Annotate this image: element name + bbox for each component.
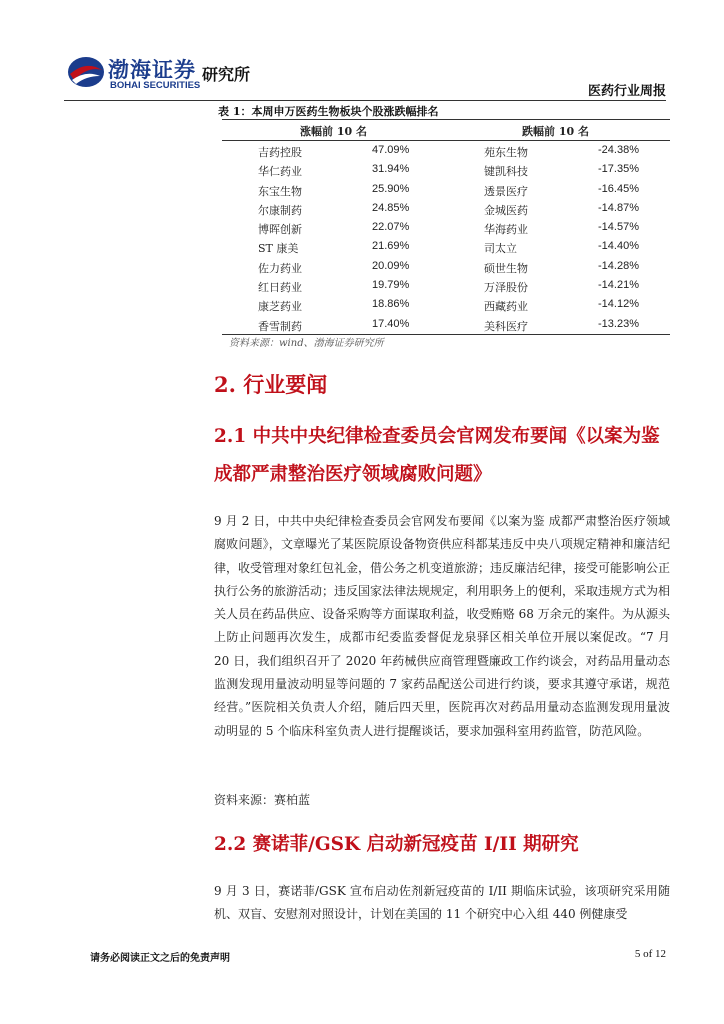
gainer-change: 21.69% bbox=[372, 240, 410, 253]
subsection-2-2-title: 2.2 赛诺菲/GSK 启动新冠疫苗 I/II 期研究 bbox=[214, 834, 579, 855]
loser-name: 美科医疗 bbox=[484, 319, 528, 333]
subsection-2-1-body: 9 月 2 日，中共中央纪律检查委员会官网发布要闻《以案为鉴 成都严肃整治医疗领域腐败问题》，文章曝光了某医院原设备物资供应科都某违反中央八项规定精神和廉洁纪律，收受管理对象红包礼金，借公务之机变道旅游；违反廉洁纪律，接受可能影响公正执行公务的旅游活动；违反国家法律法规规定，利用职务上的便利，采取违规方式为相关人员在药品供应、设备采购等方面谋取利益，收受贿赂 68 万余元的案件。为从源头上防止问题再次发生，成都市纪委监委督促龙泉驿区相关单位开展以案促改。“7 月 20 日，我们组织召开了 2020 年药械供应商管理暨廉政工作约谈会，对药品用量动态监测发现用量波动明显等问题的 7 家药品配送公司进行约谈，要求其遵守承诺，规范经营。”医院相关负责人介绍，随后四天里，医院再次对药品用量动态监测发现用量波动明显的 5 个临床科室负责人进行提醒谈话，要求加强科室用药监管，防范风险。 bbox=[214, 514, 671, 738]
gainer-name: 佐力药业 bbox=[258, 261, 302, 275]
table-caption: 表 1：本周申万医药生物板块个股涨跌幅排名 bbox=[218, 105, 439, 118]
col-gainers-header: 涨幅前 10 名 bbox=[300, 125, 367, 138]
loser-name: 万泽股份 bbox=[484, 281, 528, 295]
footer-disclaimer: 请务必阅读正文之后的免责声明 bbox=[90, 953, 230, 964]
loser-name: 华海药业 bbox=[484, 223, 528, 237]
gainer-change: 18.86% bbox=[372, 298, 410, 311]
gainer-change: 22.07% bbox=[372, 221, 410, 234]
gainer-name: 尔康制药 bbox=[258, 203, 302, 217]
loser-change: -14.12% bbox=[598, 298, 639, 311]
table-body bbox=[222, 141, 670, 334]
table-row bbox=[222, 160, 670, 179]
loser-change: -13.23% bbox=[598, 317, 639, 330]
table-row bbox=[222, 141, 670, 160]
table-row bbox=[222, 276, 670, 295]
loser-change: -14.21% bbox=[598, 279, 639, 292]
loser-change: -17.35% bbox=[598, 163, 639, 176]
loser-change: -14.57% bbox=[598, 221, 639, 234]
ranking-table bbox=[222, 119, 670, 335]
loser-name: 苑东生物 bbox=[484, 146, 528, 159]
gainer-change: 19.79% bbox=[372, 279, 410, 292]
table-row bbox=[222, 218, 670, 237]
table-header bbox=[222, 119, 670, 141]
loser-change: -14.28% bbox=[598, 259, 639, 272]
section-title: 2. 行业要闻 bbox=[214, 372, 328, 397]
table-row bbox=[222, 257, 670, 276]
loser-name: 司太立 bbox=[484, 242, 517, 256]
table-row bbox=[222, 180, 670, 199]
bohai-logo-icon bbox=[66, 52, 106, 92]
loser-name: 西藏药业 bbox=[484, 300, 528, 314]
subsection-2-2-body: 9 月 3 日，赛诺菲/GSK 宣布启动佐剂新冠疫苗的 I/II 期临床试验，该项研究采用随机、双盲、安慰剂对照设计，计划在美国的 11 个研究中心入组 440 例健康受 bbox=[214, 884, 670, 922]
logo-chinese-name: 渤海证券 bbox=[108, 57, 196, 82]
table-row bbox=[222, 199, 670, 218]
table-row bbox=[222, 315, 670, 334]
gainer-change: 25.90% bbox=[372, 182, 410, 195]
loser-name: 键凯科技 bbox=[484, 165, 528, 179]
col-losers-header: 跌幅前 10 名 bbox=[522, 125, 589, 138]
subsection-2-1-source: 资料来源：赛柏蓝 bbox=[214, 793, 311, 807]
gainer-change: 24.85% bbox=[372, 201, 410, 214]
gainer-name: 红日药业 bbox=[258, 281, 302, 295]
gainer-change: 47.09% bbox=[372, 144, 410, 156]
loser-change: -24.38% bbox=[598, 144, 639, 156]
logo-english-name: BOHAI SECURITIES bbox=[110, 80, 201, 91]
gainer-name: ST 康美 bbox=[258, 242, 299, 256]
gainer-change: 17.40% bbox=[372, 317, 410, 330]
subsection-2-1-title: 2.1 中共中央纪律检查委员会官网发布要闻《以案为鉴 成都严肃整治医疗领域腐败问题》 bbox=[214, 426, 660, 485]
page-number: 5 of 12 bbox=[634, 948, 666, 960]
loser-name: 硕世生物 bbox=[484, 261, 528, 275]
gainer-name: 香雪制药 bbox=[258, 319, 302, 333]
gainer-name: 博晖创新 bbox=[258, 223, 302, 237]
report-type: 医药行业周报 bbox=[587, 84, 666, 99]
gainer-change: 20.09% bbox=[372, 259, 410, 272]
loser-change: -16.45% bbox=[598, 182, 639, 195]
gainer-name: 东宝生物 bbox=[258, 184, 302, 198]
header-divider bbox=[64, 100, 666, 101]
table-source: 资料来源：wind、渤海证券研究所 bbox=[229, 338, 384, 349]
institute-name: 研究所 bbox=[202, 65, 251, 84]
loser-change: -14.87% bbox=[598, 201, 639, 214]
table-row bbox=[222, 237, 670, 256]
gainer-change: 31.94% bbox=[372, 163, 410, 176]
loser-name: 金城医药 bbox=[484, 203, 528, 217]
table-row bbox=[222, 295, 670, 314]
loser-change: -14.40% bbox=[598, 240, 639, 253]
gainer-name: 华仁药业 bbox=[258, 165, 302, 179]
gainer-name: 康芝药业 bbox=[258, 300, 302, 314]
gainer-name: 吉药控股 bbox=[258, 146, 302, 159]
loser-name: 透景医疗 bbox=[484, 184, 528, 198]
